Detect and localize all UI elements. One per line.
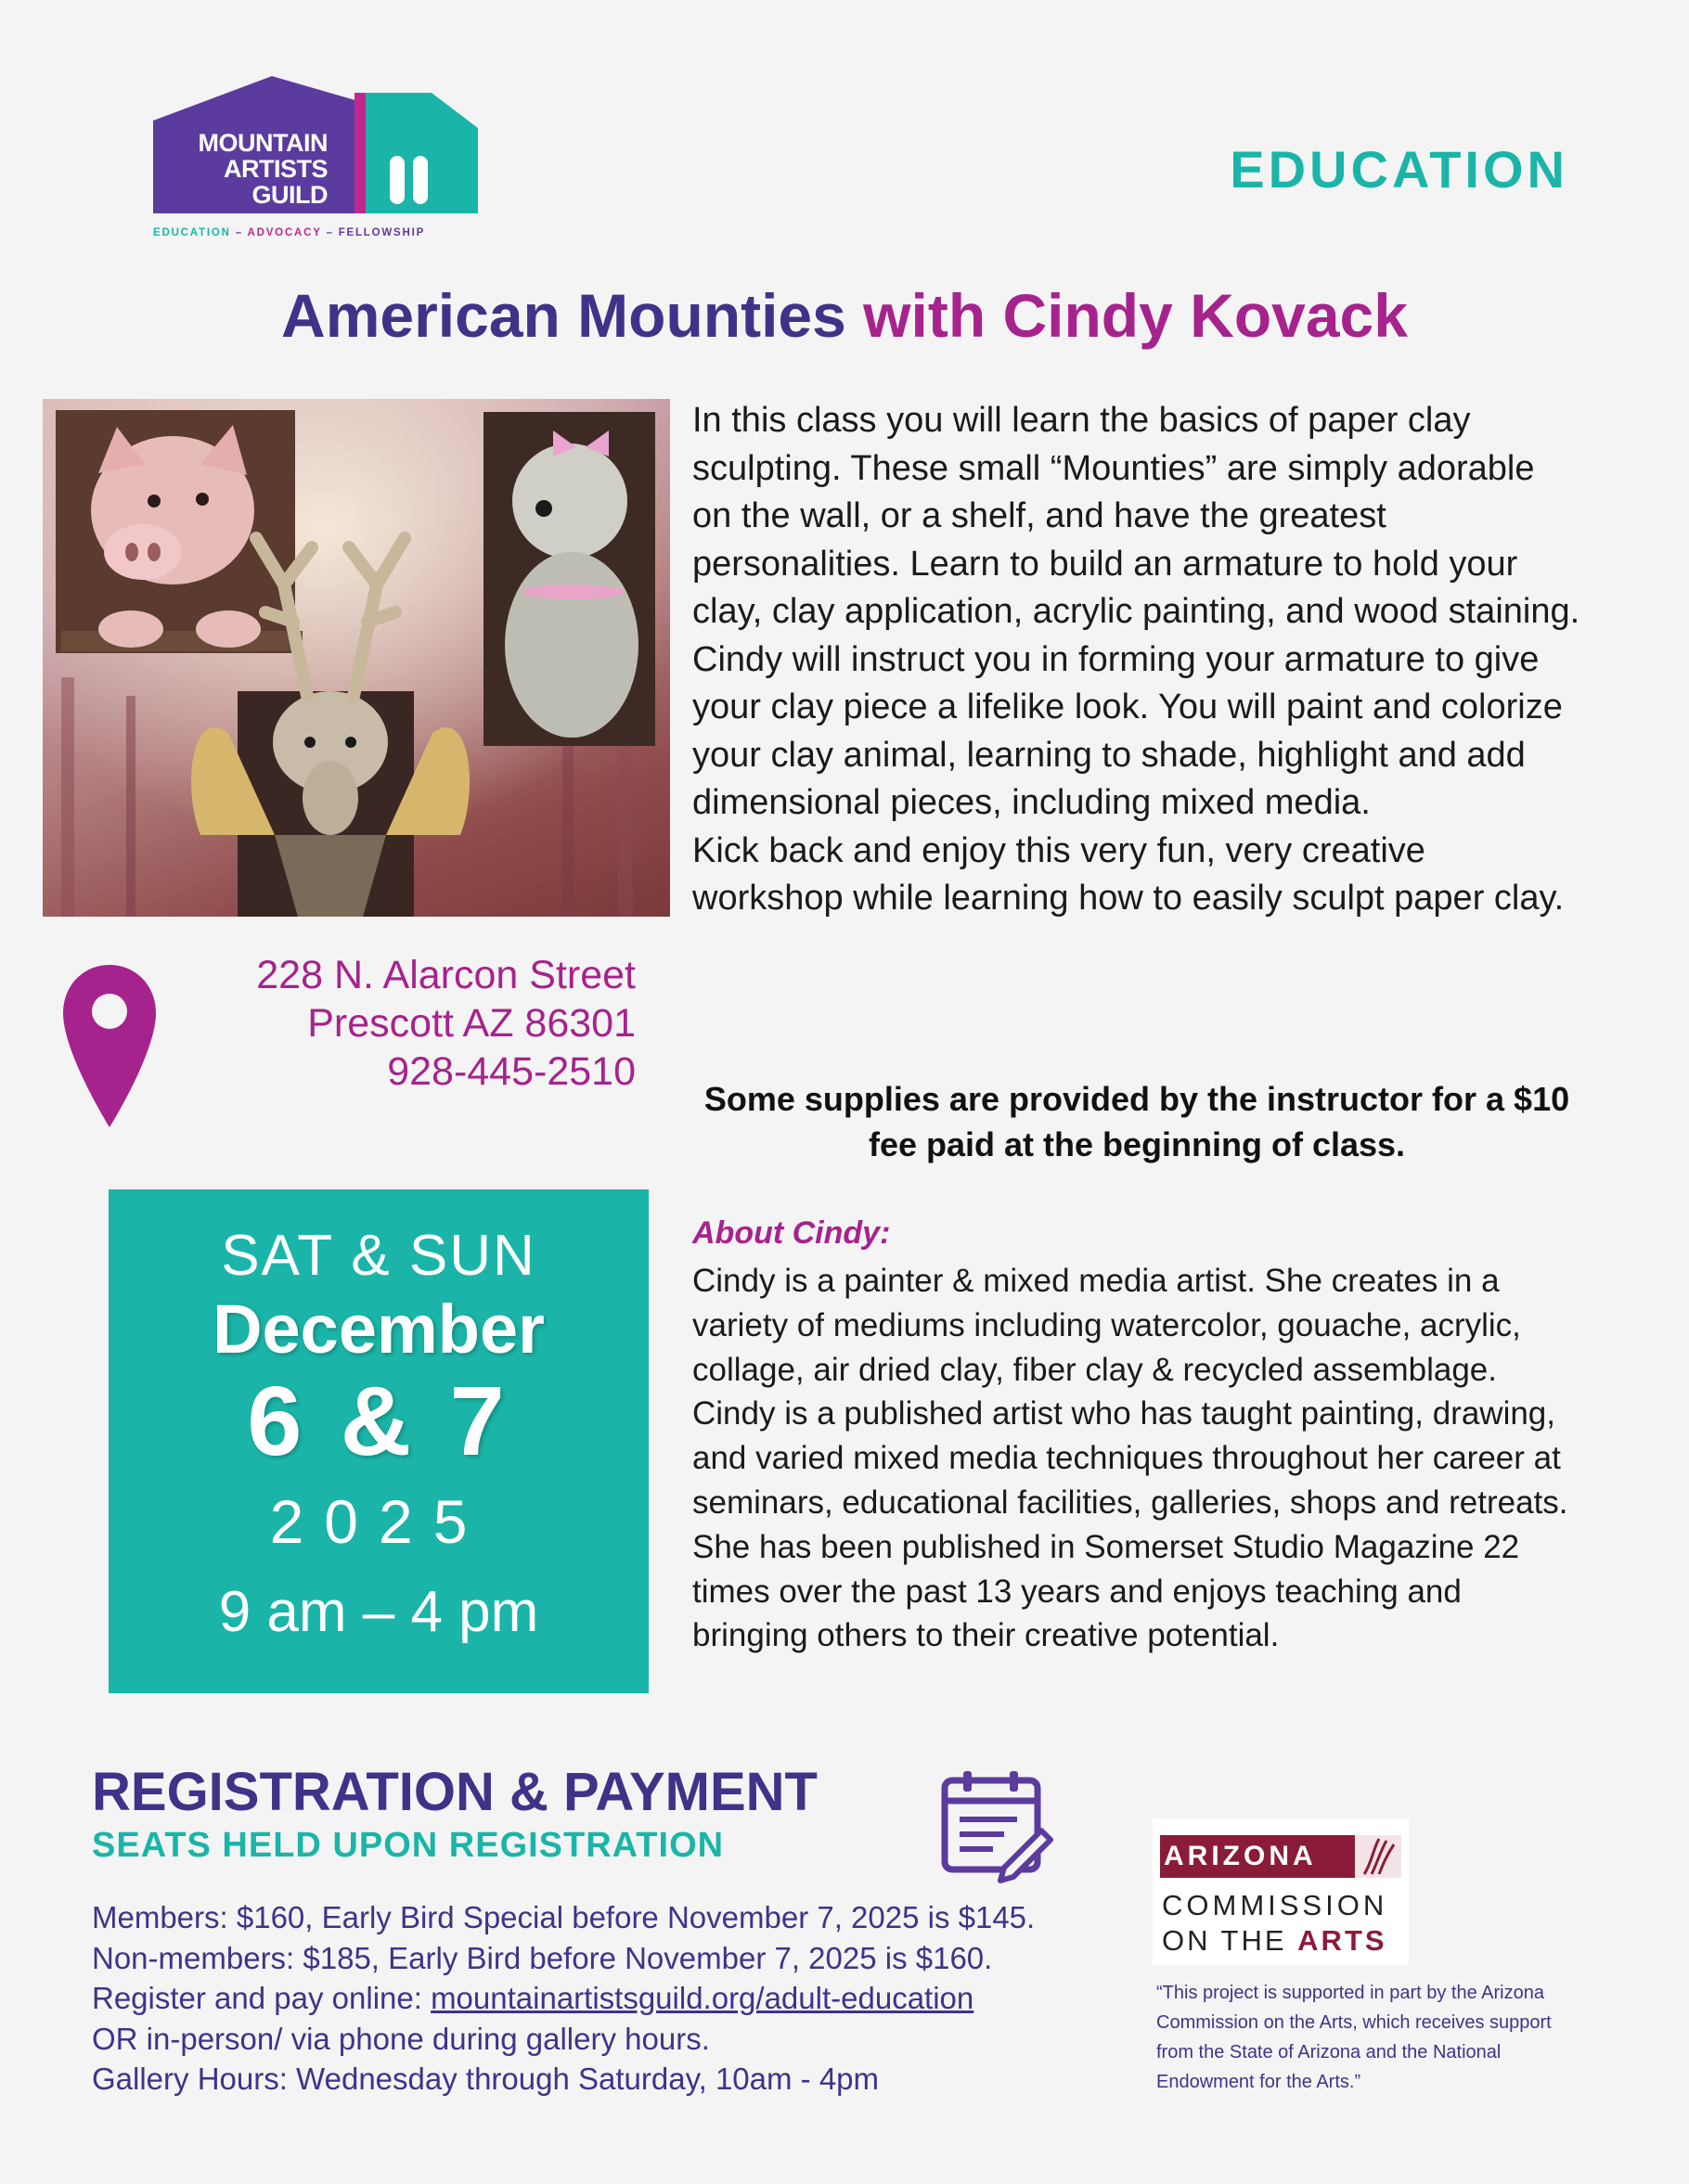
- register-online: Register and pay online: mountainartistsguild.org/adult-education: [92, 1981, 974, 2015]
- class-photo: [43, 399, 670, 917]
- arizona-commission-logo: [1153, 1818, 1409, 1965]
- date-year: 2025: [269, 1487, 488, 1556]
- arizona-name: ARIZONA: [1164, 1841, 1317, 1871]
- address-city: Prescott AZ 86301: [307, 1001, 636, 1046]
- page-title: [0, 280, 1689, 351]
- non-members-price: Non-members: $185, Early Bird before November 7, 2025 is $160.: [92, 1940, 993, 1975]
- logo-tagline: EDUCATION – ADVOCACY – FELLOWSHIP: [153, 227, 426, 238]
- supplies-note: Some supplies are provided by the instructor for a $10 fee paid at the beginning of class.: [703, 1080, 1570, 1163]
- about-text: Cindy is a painter & mixed media artist. She creates in a variety of mediums including watercolor, gouache, acrylic, collage, air dried clay, fiber clay & recycled assemblage. Cindy is a published artist who has taught painting, drawing, and varied mixed media techniques throughout her career at seminars, educational facilities, galleries, shops and retreats. She has been published in Somerset Studio Magazine 22 times over the past 13 years and enjoys teaching and bringing others to their creative potential.: [692, 1263, 1568, 1654]
- logo-wordmark: MOUNTAIN ARTISTS GUILD: [198, 129, 328, 209]
- date-numbers: 6 & 7: [247, 1367, 510, 1476]
- class-time: 9 am – 4 pm: [218, 1580, 539, 1644]
- description-paragraph: In this class you will learn the basics of paper clay sculpting. These small “Mounties” are simply adorable on the wall, or a shelf, and have the greatest personalities. Learn to build an armature to hold your clay, clay application, acrylic painting, and wood staining.: [692, 401, 1580, 631]
- map-pin-icon: [63, 965, 156, 1127]
- date-days: SAT & SUN: [221, 1224, 536, 1288]
- date-box: [109, 1189, 649, 1693]
- calendar-edit-icon: [939, 1767, 1055, 1883]
- title-class-name: American Mounties: [281, 281, 846, 350]
- about-heading: About Cindy:: [692, 1215, 891, 1251]
- members-price: Members: $160, Early Bird Special before November 7, 2025 is $145.: [92, 1900, 1036, 1934]
- arizona-on-the-arts: ON THE ARTS: [1162, 1924, 1387, 1957]
- arizona-commission-word: COMMISSION: [1162, 1889, 1388, 1921]
- phone-number[interactable]: 928-445-2510: [387, 1049, 636, 1094]
- pricing-info: [92, 1897, 1159, 2100]
- address-block: [167, 951, 636, 1096]
- date-month: December: [213, 1291, 545, 1368]
- class-description: [692, 397, 1583, 923]
- registration-subtitle: SEATS HELD UPON REGISTRATION: [92, 1826, 725, 1865]
- arizona-emblem-icon: [1355, 1835, 1401, 1878]
- sponsor-quote: “This project is supported in part by the Arizona Commission on the Arts, which receives support from the State of Arizona and the National Endowment for the Arts.”: [1156, 1983, 1552, 2092]
- mountain-artists-guild-logo: [153, 74, 487, 241]
- registration-title: REGISTRATION & PAYMENT: [92, 1762, 818, 1822]
- in-person-note: OR in-person/ via phone during gallery hours.: [92, 2021, 710, 2056]
- mounties-photo-image: [43, 399, 670, 917]
- description-paragraph: Kick back and enjoy this very fun, very creative workshop while learning how to easily sculpt paper clay.: [692, 830, 1565, 918]
- title-instructor: with Cindy Kovack: [863, 281, 1408, 350]
- section-label: EDUCATION: [1230, 140, 1568, 199]
- description-paragraph: Cindy will instruct you in forming your armature to give your clay piece a lifelike look. You will paint and colorize your clay animal, learning to shade, highlight and add dimensional pieces, including mixed media.: [692, 639, 1563, 822]
- address-street: 228 N. Alarcon Street: [256, 953, 636, 997]
- registration-link[interactable]: mountainartistsguild.org/adult-education: [431, 1981, 974, 2015]
- gallery-hours: Gallery Hours: Wednesday through Saturday, 10am - 4pm: [92, 2062, 880, 2096]
